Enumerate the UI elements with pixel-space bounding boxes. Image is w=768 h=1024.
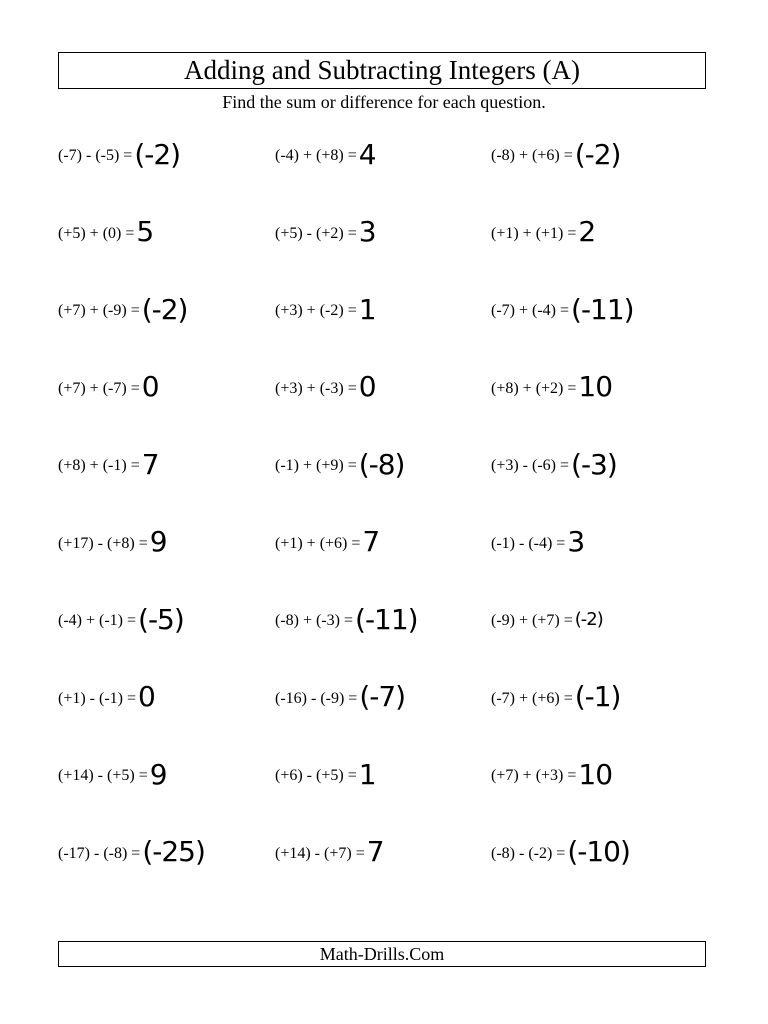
problem-item [491,757,613,791]
problem-question: (-8) - (-2) = [491,844,566,862]
handwritten-answer: (-2) [134,137,181,171]
problem-item [491,525,585,558]
footer-box [58,941,706,967]
handwritten-answer: 7 [366,835,384,868]
problem-question: (+3) - (-6) = [491,457,570,474]
handwritten-answer: (-11) [571,292,634,326]
problem-item [275,215,376,248]
problem-question: (+7) + (-7) = [58,379,140,397]
problem-question: (-1) + (+9) = [275,457,357,474]
problem-question: (-17) - (-8) = [58,844,141,862]
problem-question: (+7) + (+3) = [491,767,577,784]
problem-question: (+3) + (-2) = [275,302,357,319]
problem-question: (+7) + (-9) = [58,302,140,319]
worksheet-title: Adding and Subtracting Integers (A) [184,55,580,85]
handwritten-answer: 1 [358,757,376,791]
handwritten-answer: 10 [578,757,613,791]
problem-item [275,447,405,481]
problem-item [491,215,596,248]
handwritten-answer: 0 [358,370,376,403]
problem-item [491,292,634,326]
handwritten-answer: 3 [358,215,376,248]
problem-item [275,602,418,636]
problem-item [58,602,184,636]
problem-item [58,757,167,791]
problem-question: (-7) + (-4) = [491,302,570,319]
problem-question: (+3) + (-3) = [275,379,357,397]
problem-question: (-7) - (-5) = [58,147,133,164]
problem-question: (+14) - (+5) = [58,767,148,784]
handwritten-answer: 2 [578,215,596,248]
problem-item [491,608,603,634]
handwritten-answer: 3 [567,525,585,558]
handwritten-answer: (-7) [359,680,406,713]
handwritten-answer: 9 [149,757,167,791]
problem-item [58,835,205,868]
handwritten-answer: (-3) [571,447,617,481]
problem-question: (-8) + (+6) = [491,147,573,164]
problem-item [58,680,155,713]
handwritten-answer: 0 [141,370,159,403]
handwritten-answer: (-2) [574,137,621,171]
problem-question: (+6) - (+5) = [275,767,357,784]
problem-question: (+17) - (+8) = [58,534,148,552]
handwritten-answer: 7 [141,447,159,481]
handwritten-answer: (-11) [355,602,418,636]
handwritten-answer: (-25) [142,835,205,868]
problem-question: (-7) + (+6) = [491,689,573,707]
problem-question: (-9) + (+7) = [491,612,573,629]
handwritten-answer: 5 [136,215,154,248]
handwritten-answer: 7 [362,525,380,558]
problem-question: (+1) - (-1) = [58,689,137,707]
handwritten-answer: (-10) [567,835,630,868]
problem-question: (-8) + (-3) = [275,612,354,629]
problem-item [275,835,384,868]
handwritten-answer: (-5) [138,602,184,636]
problem-item [58,525,167,558]
handwritten-answer: 9 [149,525,167,558]
handwritten-answer: (-2) [574,608,603,630]
problem-item [58,215,154,248]
problem-question: (-4) + (+8) = [275,147,357,164]
problem-question: (+14) - (+7) = [275,844,365,862]
problem-question: (+8) + (+2) = [491,379,577,397]
handwritten-answer: 4 [358,137,376,171]
handwritten-answer: (-8) [358,447,405,481]
problem-question: (-1) - (-4) = [491,534,566,552]
problem-item [275,525,380,558]
problem-question: (+1) + (+1) = [491,224,577,242]
problem-question: (+8) + (-1) = [58,457,140,474]
handwritten-answer: (-2) [141,292,188,326]
problem-item [491,680,621,713]
handwritten-answer: 0 [138,680,155,713]
problem-item [275,757,376,791]
problem-item [275,137,376,171]
problem-question: (+5) - (+2) = [275,224,357,242]
problem-question: (-16) - (-9) = [275,689,358,707]
problem-item [58,292,188,326]
problem-question: (-4) + (-1) = [58,612,137,629]
handwritten-answer: 1 [358,292,376,326]
problem-item [491,137,621,171]
problem-item [275,370,376,403]
problem-item [491,835,630,868]
problem-item [58,447,159,481]
problem-item [275,292,376,326]
problem-item [491,447,617,481]
problem-item [275,680,406,713]
problem-item [58,137,181,171]
problem-question: (+1) + (+6) = [275,534,361,552]
problem-question: (+5) + (0) = [58,224,135,242]
problem-item [491,370,613,403]
footer-site: Math-Drills.Com [319,943,445,964]
handwritten-answer: (-1) [574,680,621,713]
problem-item [58,370,159,403]
handwritten-answer: 10 [578,370,613,403]
instructions: Find the sum or difference for each question. [222,92,546,112]
